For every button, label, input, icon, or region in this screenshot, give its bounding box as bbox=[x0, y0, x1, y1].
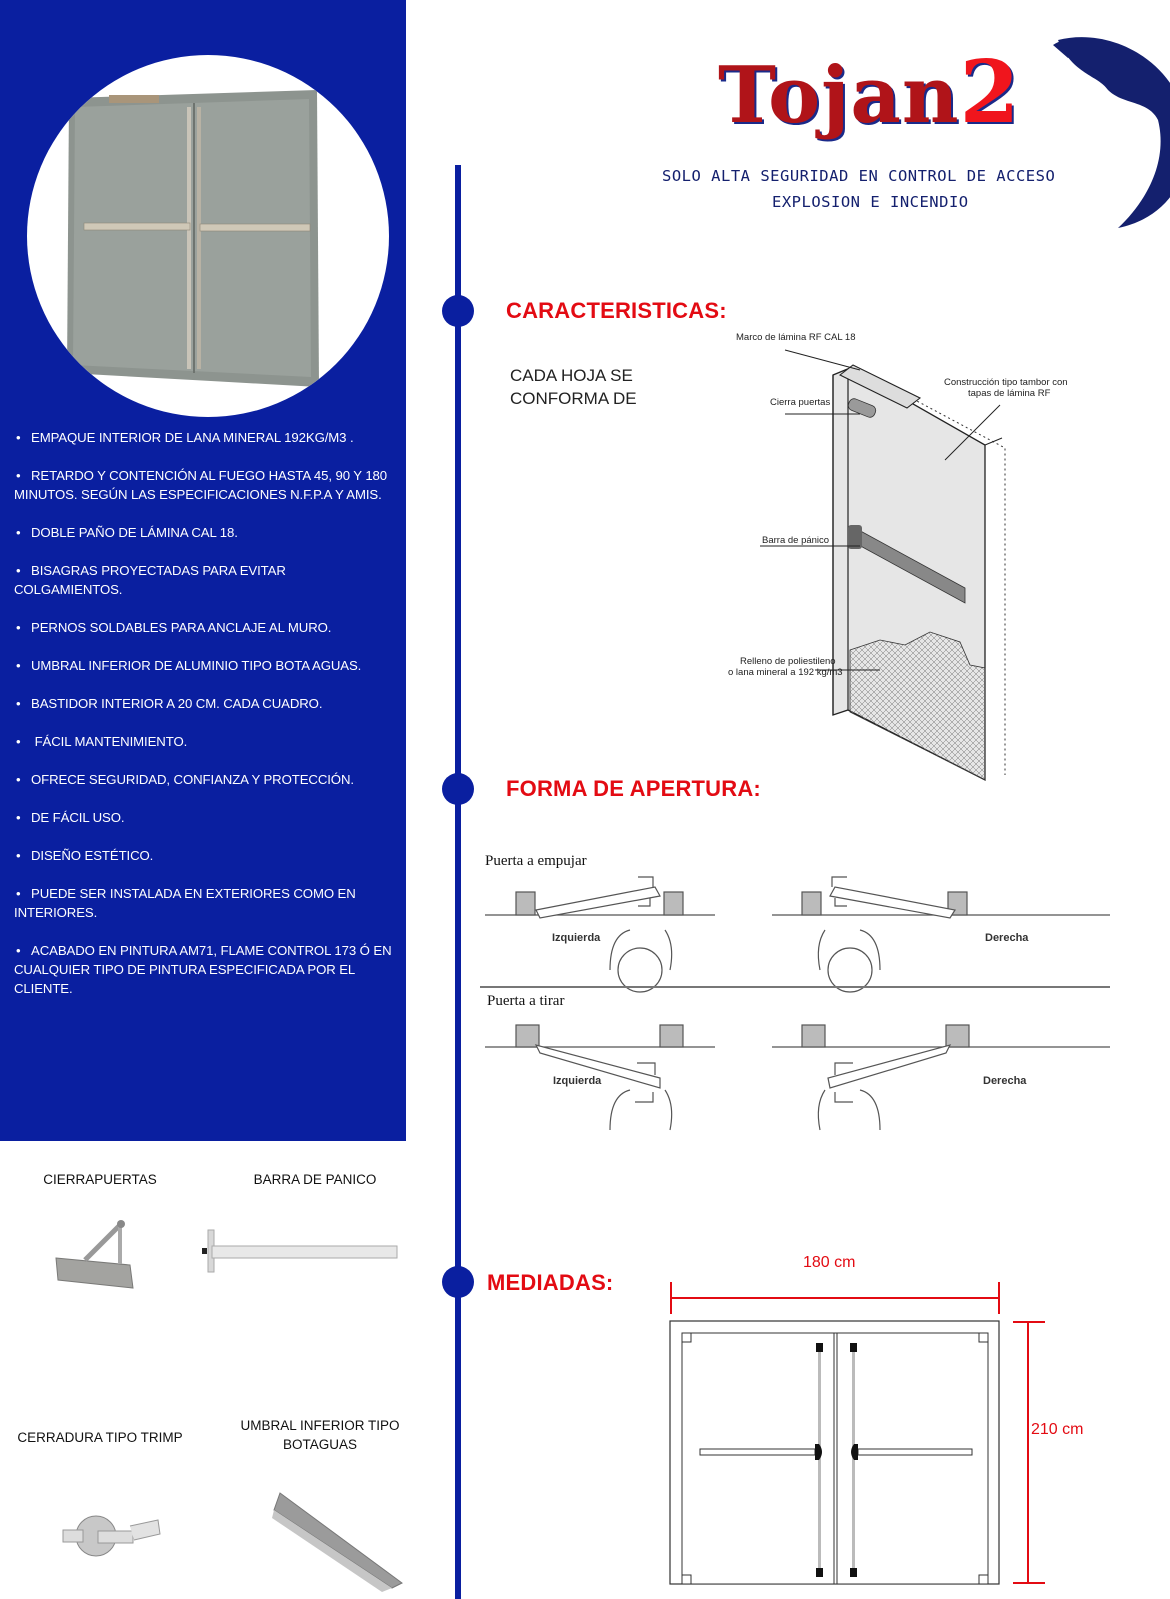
feature-item bbox=[14, 694, 394, 713]
feature-item bbox=[14, 732, 394, 751]
width-dimension-line bbox=[671, 1282, 999, 1314]
brand-tagline-sub: EXPLOSION E INCENDIO bbox=[772, 193, 969, 211]
door-closer-image bbox=[40, 1220, 150, 1295]
timeline-dot-opening bbox=[442, 773, 474, 805]
bullet-icon: • bbox=[16, 772, 21, 787]
accessory-label-lock: CERRADURA TIPO TRIMP bbox=[17, 1430, 183, 1445]
brand-logo bbox=[660, 30, 1170, 230]
feature-item bbox=[14, 428, 394, 447]
characteristics-intro bbox=[510, 364, 637, 410]
accessory-label-closer: CIERRAPUERTAS bbox=[43, 1172, 157, 1187]
accessory-label-threshold bbox=[235, 1416, 405, 1454]
label-pull-left: Izquierda bbox=[553, 1075, 602, 1087]
feature-list bbox=[14, 428, 394, 1017]
feature-text: BISAGRAS PROYECTADAS PARA EVITAR COLGAMIENTOS. bbox=[14, 563, 286, 597]
width-dimension-label: 180 cm bbox=[803, 1254, 856, 1271]
brand-tagline: SOLO ALTA SEGURIDAD EN CONTROL DE ACCESO bbox=[662, 167, 1056, 185]
bullet-icon: • bbox=[16, 810, 21, 825]
feature-text: DOBLE PAÑO DE LÁMINA CAL 18. bbox=[31, 525, 238, 540]
timeline-dot-measures bbox=[442, 1266, 474, 1298]
bullet-icon: • bbox=[16, 886, 21, 901]
label-pull-door: Puerta a tirar bbox=[487, 993, 565, 1009]
feature-text: OFRECE SEGURIDAD, CONFIANZA Y PROTECCIÓN. bbox=[31, 772, 354, 787]
label-push-right: Derecha bbox=[985, 932, 1029, 944]
feature-item bbox=[14, 941, 394, 998]
intro-line: CONFORMA DE bbox=[510, 389, 637, 408]
section-title-opening: FORMA DE APERTURA: bbox=[506, 776, 761, 801]
lever-lock-image bbox=[58, 1508, 168, 1563]
label-frame: Marco de lámina RF CAL 18 bbox=[736, 332, 856, 343]
feature-text: ACABADO EN PINTURA AM71, FLAME CONTROL 173 Ó EN CUALQUIER TIPO DE PINTURA ESPECIFICADA POR EL CLIENTE. bbox=[14, 943, 392, 996]
features-panel bbox=[0, 0, 406, 1141]
feature-text: RETARDO Y CONTENCIÓN AL FUEGO HASTA 45, 90 Y 180 MINUTOS. SEGÚN LAS ESPECIFICACIONES N.F.P.A Y AMIS. bbox=[14, 468, 388, 502]
threshold-image bbox=[272, 1488, 407, 1593]
section-title-characteristics: CARACTERISTICAS: bbox=[506, 298, 727, 323]
globe-icon bbox=[1038, 30, 1170, 230]
label-closer: Cierra puertas bbox=[770, 397, 831, 408]
accessory-label-panic-bar: BARRA DE PANICO bbox=[253, 1172, 377, 1187]
opening-diagram bbox=[470, 840, 1120, 1150]
double-door-image bbox=[27, 55, 389, 417]
height-dimension-line bbox=[1013, 1322, 1045, 1583]
section-title-measures: MEDIADAS: bbox=[487, 1270, 614, 1295]
feature-item bbox=[14, 846, 394, 865]
bullet-icon: • bbox=[16, 563, 21, 578]
door-dimensions-diagram bbox=[660, 1240, 1080, 1599]
label-construction: Construcción tipo tambor con bbox=[944, 377, 1068, 388]
label-fill-2: o lana mineral a 192 kg/m3 bbox=[728, 667, 843, 678]
bullet-icon: • bbox=[16, 734, 21, 749]
door-photo bbox=[27, 55, 389, 417]
intro-line: CADA HOJA SE bbox=[510, 366, 633, 385]
bullet-icon: • bbox=[16, 696, 21, 711]
feature-text: PUEDE SER INSTALADA EN EXTERIORES COMO EN INTERIORES. bbox=[14, 886, 356, 920]
feature-item bbox=[14, 618, 394, 637]
bullet-icon: • bbox=[16, 468, 21, 483]
height-dimension-label: 210 cm bbox=[1031, 1421, 1084, 1438]
label-fill: Relleno de poliestileno bbox=[740, 656, 836, 667]
accessory-label-line: BOTAGUAS bbox=[282, 1437, 357, 1452]
feature-item bbox=[14, 808, 394, 827]
bullet-icon: • bbox=[16, 943, 21, 958]
label-pull-right: Derecha bbox=[983, 1075, 1027, 1087]
timeline-line bbox=[455, 165, 461, 1599]
feature-item bbox=[14, 523, 394, 542]
label-panic-bar: Barra de pánico bbox=[762, 535, 830, 546]
feature-text: BASTIDOR INTERIOR A 20 CM. CADA CUADRO. bbox=[31, 696, 323, 711]
feature-text: DISEÑO ESTÉTICO. bbox=[31, 848, 154, 863]
label-construction-2: tapas de lámina RF bbox=[968, 388, 1051, 399]
timeline-dot-characteristics bbox=[442, 295, 474, 327]
feature-text: PERNOS SOLDABLES PARA ANCLAJE AL MURO. bbox=[31, 620, 332, 635]
feature-item bbox=[14, 770, 394, 789]
brand-wordmark: Tojan2 bbox=[718, 42, 1021, 143]
feature-text: FÁCIL MANTENIMIENTO. bbox=[31, 734, 188, 749]
feature-item bbox=[14, 656, 394, 675]
bullet-icon: • bbox=[16, 525, 21, 540]
bullet-icon: • bbox=[16, 620, 21, 635]
panic-bar-image bbox=[200, 1228, 405, 1278]
bullet-icon: • bbox=[16, 658, 21, 673]
feature-item bbox=[14, 561, 394, 599]
feature-item bbox=[14, 466, 394, 504]
feature-text: DE FÁCIL USO. bbox=[31, 810, 125, 825]
feature-text: UMBRAL INFERIOR DE ALUMINIO TIPO BOTA AGUAS. bbox=[31, 658, 362, 673]
feature-item bbox=[14, 884, 394, 922]
feature-text: EMPAQUE INTERIOR DE LANA MINERAL 192KG/M3 . bbox=[31, 430, 354, 445]
bullet-icon: • bbox=[16, 848, 21, 863]
accessory-label-line: UMBRAL INFERIOR TIPO bbox=[240, 1418, 400, 1433]
bullet-icon: • bbox=[16, 430, 21, 445]
label-push-door: Puerta a empujar bbox=[485, 853, 587, 869]
label-push-left: Izquierda bbox=[552, 932, 601, 944]
